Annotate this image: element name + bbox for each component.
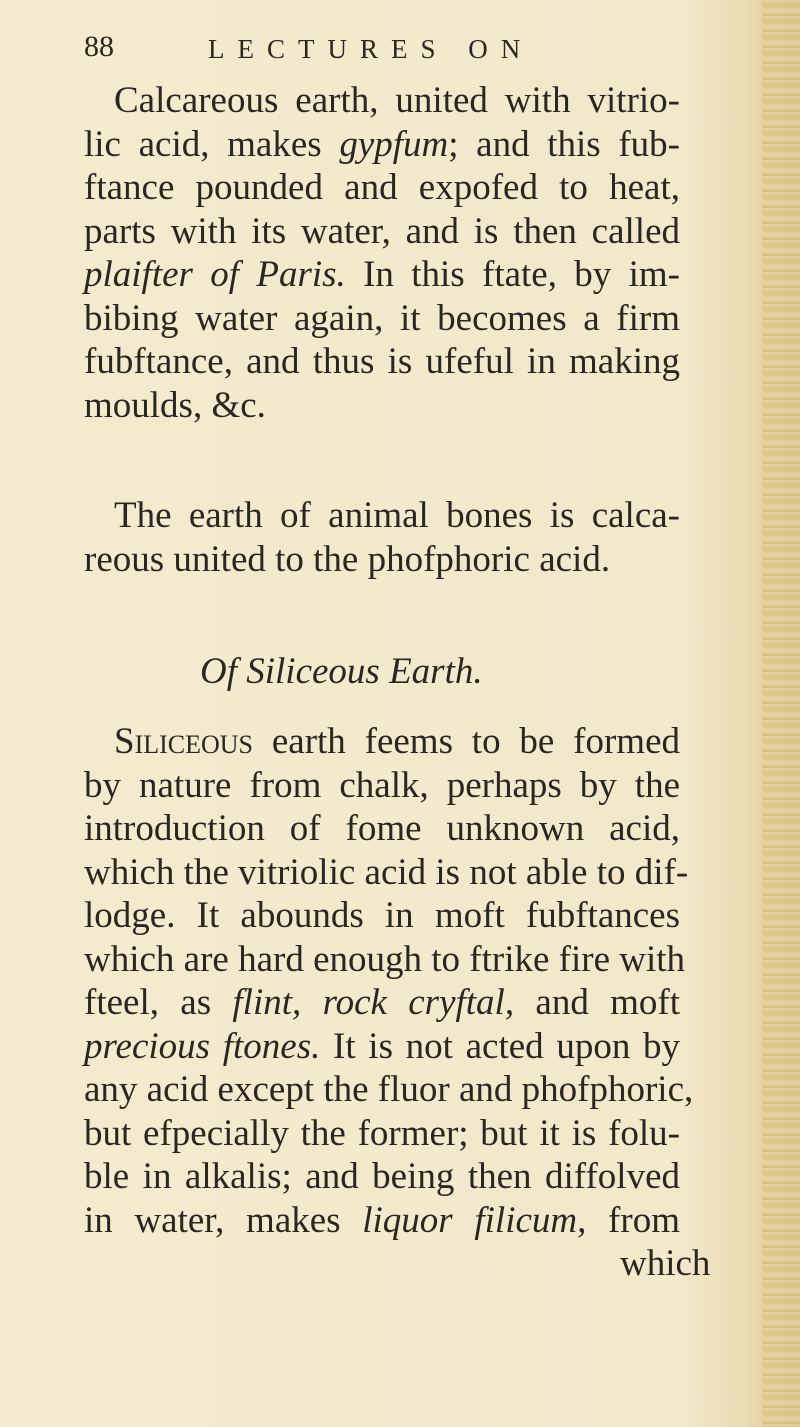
text-span: which the vitriolic acid is not able to dif- xyxy=(84,851,689,893)
text-line xyxy=(84,851,689,895)
text-span: by nature from chalk, perhaps by the xyxy=(84,764,680,806)
text-span: It is not acted upon by xyxy=(320,1025,680,1067)
text-line xyxy=(84,123,680,167)
text-line xyxy=(84,1068,694,1112)
text-line xyxy=(84,538,680,582)
text-span: but efpecially the former; but it is folu- xyxy=(84,1112,680,1154)
text-line xyxy=(84,720,680,764)
text-line xyxy=(84,1025,680,1069)
text-line xyxy=(84,210,680,254)
text-span: introduction of fome unknown acid, xyxy=(84,808,680,849)
text-span: parts with its water, and is then called xyxy=(84,210,680,252)
text-span: ; and this fub- xyxy=(448,123,680,165)
text-span: lodge. It abounds in moft fubftances xyxy=(84,895,680,936)
page-header xyxy=(84,30,684,70)
text-line xyxy=(84,1112,680,1156)
text-line xyxy=(84,340,680,384)
text-span: bibing water again, it becomes a firm xyxy=(84,297,680,339)
paragraph-3 xyxy=(84,720,694,1242)
italic-span: plaifter of Paris. xyxy=(84,254,346,295)
paragraph-1 xyxy=(84,79,680,427)
text-span: ftance pounded and expofed to heat, xyxy=(84,167,680,208)
text-span: in water, makes xyxy=(84,1199,363,1241)
section-heading: Of Siliceous Earth. xyxy=(200,651,483,692)
text-line xyxy=(84,494,680,538)
text-span: fteel, as xyxy=(84,982,233,1023)
text-span: and moft xyxy=(514,982,681,1023)
text-span: Calcareous earth, united with vitrio- xyxy=(114,80,680,121)
text-line xyxy=(84,79,680,123)
text-line xyxy=(84,981,680,1025)
page-number: 88 xyxy=(84,30,114,63)
page-edge xyxy=(762,0,800,1427)
text-line xyxy=(84,1199,680,1243)
text-line xyxy=(84,807,680,851)
text-line xyxy=(84,764,680,808)
text-span: earth feems to be formed xyxy=(253,721,680,762)
running-head: LECTURES ON xyxy=(208,34,534,64)
text-line xyxy=(84,297,680,341)
text-span: ble in alkalis; and being then diffolved xyxy=(84,1156,680,1197)
italic-span: liquor filicum, xyxy=(362,1199,587,1241)
text-line xyxy=(84,938,686,982)
text-span: lic acid, makes xyxy=(84,123,340,165)
text-span: moulds, &c. xyxy=(84,384,266,426)
italic-span: flint, rock cryftal, xyxy=(232,982,515,1023)
catchword xyxy=(620,1242,740,1286)
text-span: The earth of animal bones is calca- xyxy=(114,495,680,536)
paragraph-2 xyxy=(84,494,680,581)
text-line xyxy=(84,384,680,428)
italic-span: gypfum xyxy=(339,123,449,165)
italic-span: precious ftones. xyxy=(84,1025,321,1067)
text-span: fubftance, and thus is ufeful in making xyxy=(84,341,680,382)
text-line xyxy=(84,1155,680,1199)
text-span: reous united to the phofphoric acid. xyxy=(84,538,611,580)
text-line xyxy=(84,253,680,297)
text-span: In this ftate, by im- xyxy=(345,254,680,295)
text-span: any acid except the fluor and phofphoric, xyxy=(84,1069,694,1110)
text-line xyxy=(84,894,680,938)
small-caps-span: Siliceous xyxy=(114,721,254,762)
catchword-text: which xyxy=(620,1243,711,1284)
text-line xyxy=(84,166,680,210)
text-span: from xyxy=(586,1199,680,1241)
text-span: which are hard enough to ftrike fire with xyxy=(84,938,686,980)
